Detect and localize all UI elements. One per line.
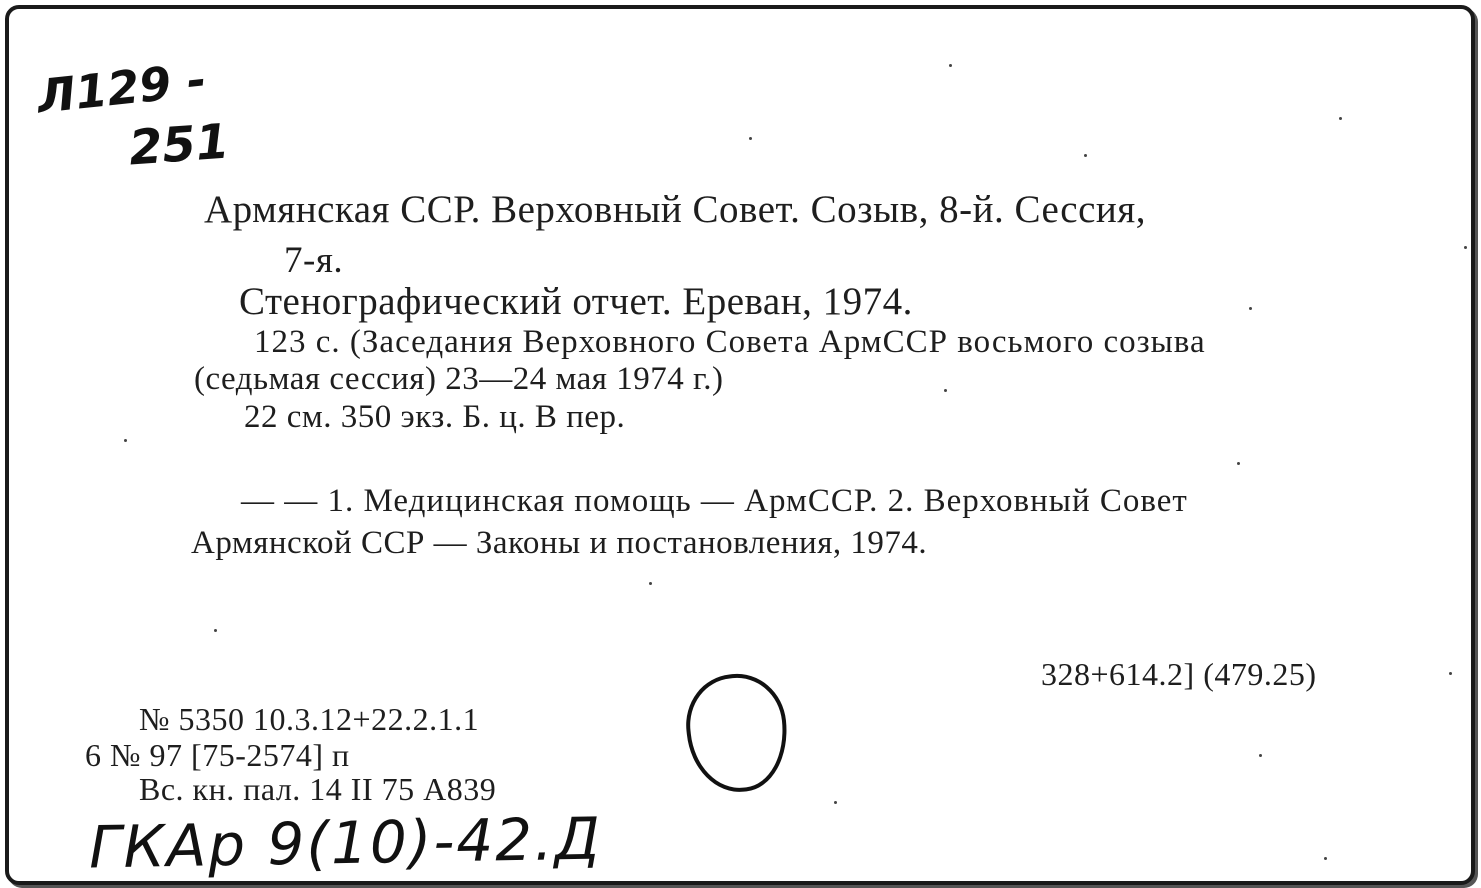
subjects-line-1: — — 1. Медицинская помощь — АрмССР. 2. Верховный Совет [241,483,1188,519]
speck [834,801,837,804]
catalog-chamber-line: Вс. кн. пал. 14 II 75 А839 [139,771,497,807]
heading-line-1: Армянская ССР. Верховный Совет. Созыв, 8-й. Сессия, [204,188,1146,231]
speck [749,137,752,140]
catalog-order-line: 6 № 97 [75-2574] п [85,737,350,773]
heading-line-3: Стенографический отчет. Ереван, 1974. [239,280,913,323]
catalog-number-line: № 5350 10.3.12+22.2.1.1 [139,701,480,737]
description-line-3: 22 см. 350 экз. Б. ц. В пер. [244,399,626,435]
handwritten-number-bottom: 251 [127,113,232,177]
heading-line-2: 7-я. [284,240,344,281]
handwritten-shelf-code: ГКАр 9(10)-42.Д [88,804,603,882]
description-line-1: 123 с. (Заседания Верховного Совета АрмССР восьмого созыва [254,324,1206,360]
catalog-card [5,5,1475,885]
speck [649,582,652,585]
speck [949,64,952,67]
handwritten-number-top: Л129 - [34,52,209,124]
speck [1084,154,1087,157]
stamp-oval [681,669,793,797]
speck [124,439,127,442]
speck [1259,754,1262,757]
speck [1339,117,1342,120]
speck [1324,857,1327,860]
speck [214,629,217,632]
speck [1449,672,1452,675]
speck [1237,462,1240,465]
speck [1249,307,1252,310]
speck [1464,246,1467,249]
speck [944,389,947,392]
description-line-2: (седьмая сессия) 23—24 мая 1974 г.) [194,361,724,397]
subjects-line-2: Армянской ССР — Законы и постановления, 1974. [191,525,928,561]
classification-index: 328+614.2] (479.25) [1041,656,1317,692]
